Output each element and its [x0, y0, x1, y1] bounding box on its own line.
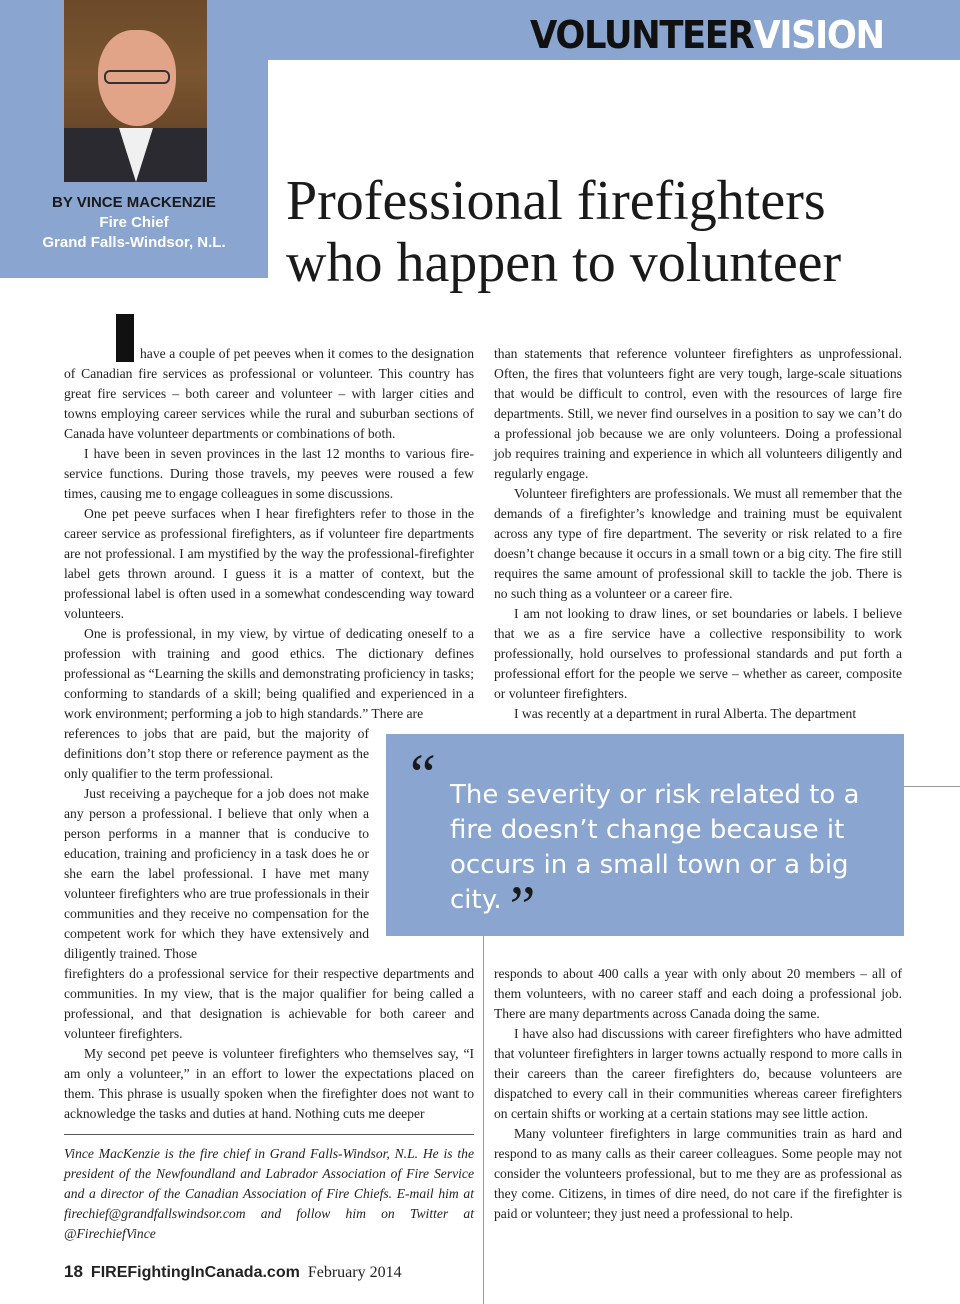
column-divider	[483, 936, 484, 1304]
paragraph-continued: responds to about 400 calls a year with only about 20 members – all of them volunteers, with no career staff and each doing a professional job. There are many departments across Canada doing the same.	[494, 966, 902, 1021]
open-quote-mark: “	[410, 742, 436, 807]
paragraph: One pet peeve surfaces when I hear firefighters refer to those in the career service as professional firefighters, as if volunteer fire departments are not professional. I am mystified by the way the professional-firefighter label gets thrown around. I guess it is a matter of context, but the professional label is often used in a somewhat condescending way toward volunteers.	[64, 506, 474, 621]
right-column-top	[494, 344, 902, 724]
paragraph: Volunteer firefighters are professionals. We must all remember that the demands of a firefighter’s knowledge and training must be equivalent across any type of fire department. The severity or risk related to a fire doesn’t change because it occurs in a small town or a big city. The fire still requires the same amount of professional skill to tackle the job. There is no such thing as a volunteer or a career fire.	[494, 486, 902, 601]
byline-name: BY VINCE MACKENZIE	[52, 194, 216, 211]
pull-quote	[386, 734, 904, 939]
bio-rule	[64, 1134, 474, 1135]
byline-place: Grand Falls-Windsor, N.L.	[42, 234, 226, 251]
author-photo	[64, 0, 207, 182]
paragraph-continued: than statements that reference volunteer firefighters as unprofessional. Often, the fires that volunteers fight are very tough, large-scale situations that would be difficult to control, even with the resources of large fire departments. Still, we never find ourselves in a position to say we can’t do a professional job because we are only volunteers. Doing a professional job requires training and experience in which all volunteers diligently and regularly engage.	[494, 346, 902, 481]
left-column-bottom	[64, 964, 474, 1124]
paragraph: I was recently at a department in rural Alberta. The department	[514, 706, 857, 721]
pull-quote-rule	[904, 786, 960, 787]
headline-line-1: Professional firefighters	[286, 170, 826, 232]
paragraph: I have been in seven provinces in the last 12 months to various fire-service functions. During those travels, my peeves were roused a few times, causing me to engage colleagues in some discussions.	[64, 446, 474, 501]
footer-date: February 2014	[307, 1264, 402, 1281]
paragraph: I am not looking to draw lines, or set boundaries or labels. I believe that we as a fire service have a collective responsibility to work professionally, hold ourselves to professional standards and put forth a professional effort for the people we serve – whether as career, composite or volunteer firefighters.	[494, 606, 902, 701]
headline-line-2: who happen to volunteer	[286, 232, 842, 294]
drop-cap	[116, 314, 134, 362]
section-title-word1: VOLUNTEER	[530, 13, 754, 57]
paragraph-opening	[64, 344, 474, 444]
byline-role: Fire Chief	[99, 214, 169, 231]
paragraph-continued: references to jobs that are paid, but the majority of definitions don’t stop there or reference payment as the only qualifier to the term professional.	[64, 726, 369, 781]
section-title-word2: VISION	[753, 13, 884, 57]
paragraph-continued: firefighters do a professional service for their respective departments and communities. In my view, that is the major qualifier for being called a professional, and that designation is achievable for both career and volunteer firefighters.	[64, 966, 474, 1041]
paragraph: Just receiving a paycheque for a job does not make any person a professional. I believe that only when a person performs in a manner that is conducive to education, training and proficiency in a task does he or she earn the label professional. I have met many volunteer firefighters who are true professionals in their communities and they receive no compensation for the competent work for which they have extensively and diligently trained. Those	[64, 786, 369, 961]
pull-quote-text: The severity or risk related to a fire doesn’t change because it occurs in a small town or a big city.	[450, 780, 860, 915]
paragraph: I have also had discussions with career firefighters who have admitted that volunteer firefighters in larger towns actually respond to more calls in their careers than the career firefighters do, because volunteers are dispatched to every call in their communities whereas career firefighters on certain shifts or working at a certain stations may see little action.	[494, 1026, 902, 1121]
left-column-top	[64, 344, 474, 724]
page-number: 18	[64, 1262, 83, 1281]
right-column-bottom	[494, 964, 902, 1224]
paragraph: My second pet peeve is volunteer firefighters who themselves say, “I am only a volunteer,” in an effort to lower the expectations placed on them. This phrase is usually spoken when the firefighter does not want to acknowledge the tasks and duties at hand. Nothing cuts me deeper	[64, 1046, 474, 1121]
paragraph-text: have a couple of pet peeves when it comes to the designation of Canadian fire services as professional or volunteer. This country has great fire services – both career and volunteer – with larger cities and towns employing career services while the rural and suburban sections of Canada have volunteer departments or combinations of both.	[64, 346, 474, 441]
section-title	[530, 13, 884, 57]
pull-quote-body: The severity or risk related to a fire doesn’t change because it occurs in a small town or a big city. ”	[450, 780, 860, 939]
page-footer	[64, 1262, 402, 1282]
headline	[286, 170, 841, 294]
left-column-narrow	[64, 724, 369, 964]
paragraph: Many volunteer firefighters in large communities train as hard and respond to as many calls as their career colleagues. Some people may not consider the volunteers professional, but to me they are as professional as they come. Citizens, in times of dire need, do not care if the firefighter is paid or volunteer; they just need a professional to help.	[494, 1126, 902, 1221]
paragraph: One is professional, in my view, by virtue of dedicating oneself to a profession with training and good ethics. The dictionary defines professional as “Learning the skills and demonstrating proficiency in tasks; conforming to standards of a skill; being qualified and experienced in a work environment; performing a job to high standards.” There are	[64, 626, 474, 721]
footer-site: FIREFightingInCanada.com	[90, 1264, 300, 1281]
author-bio: Vince MacKenzie is the fire chief in Grand Falls-Windsor, N.L. He is the president of the Newfoundland and Labrador Association of Fire Service and a director of the Canadian Association of Fire Chiefs. E-mail him at firechief@grandfallswindsor.com and follow him on Twitter at @FirechiefVince	[64, 1146, 474, 1241]
